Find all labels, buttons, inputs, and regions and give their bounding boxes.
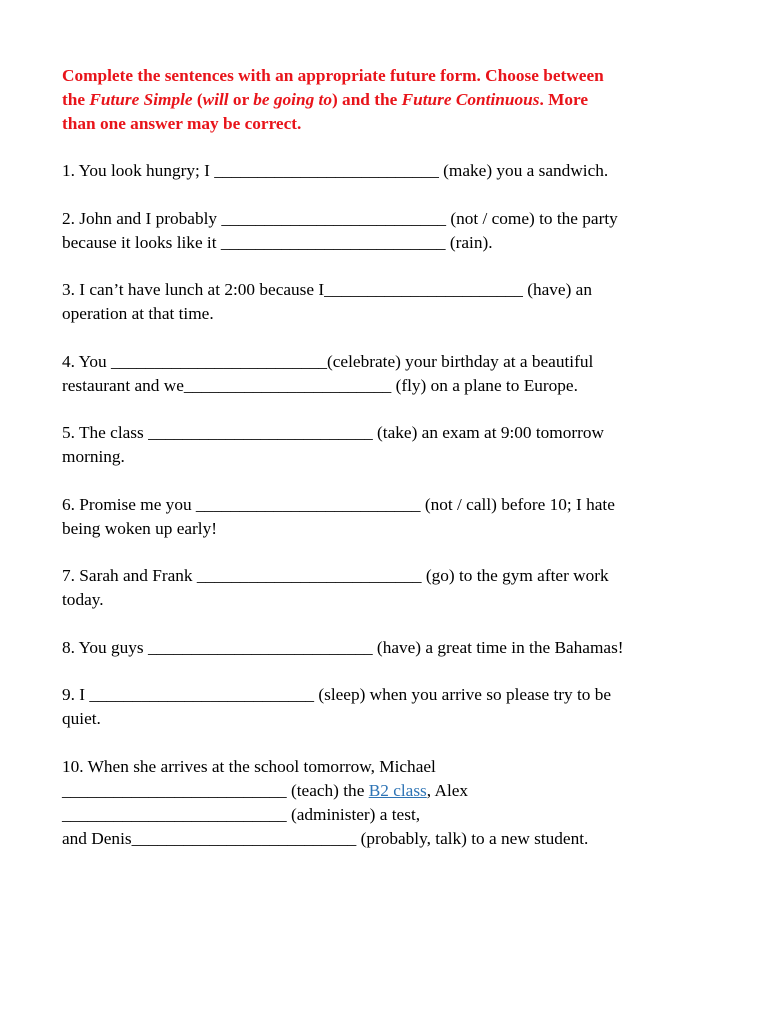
question-4-line-1: 4. You _________________________(celebrate) your birthday at a beautiful [62,351,594,371]
question-7-line-2: today. [62,590,104,609]
question-1-line-1: 1. You look hungry; I __________________________ (make) you a sandwich. [62,161,609,180]
question-5-line-2: morning. [62,447,125,466]
question-2-line-2: because it looks like it __________________________ (rain). [62,232,493,252]
question-3 [62,278,722,326]
instructions-the: the [62,90,90,109]
question-2-line-1: 2. John and I probably __________________________ (not / come) to the party [62,208,618,228]
will-term: will [202,90,229,109]
question-10-line-4: and Denis__________________________ (probably, talk) to a new student. [62,828,589,848]
question-9 [62,683,722,731]
instructions-or: or [228,90,254,109]
question-10-line-2 [62,779,722,803]
question-9-line-1: 9. I __________________________ (sleep) when you arrive so please try to be [62,685,612,704]
question-4 [62,350,722,398]
question-8 [62,636,722,660]
instructions-paren-open: ( [192,90,203,109]
question-5 [62,421,722,469]
instructions-line-1: Complete the sentences with an appropriate future form. Choose between [62,66,604,85]
question-10-line-2-post: , Alex [426,780,469,800]
question-8-line-1: 8. You guys __________________________ (have) a great time in the Bahamas! [62,637,624,657]
question-10 [62,755,722,851]
question-10-line-3: __________________________ (administer) a test, [62,804,421,824]
question-3-line-1: 3. I can’t have lunch at 2:00 because I_______________________ (have) an [62,280,592,299]
b2-class-link[interactable]: B2 class [368,780,427,800]
instructions [62,64,722,136]
question-4-line-2: restaurant and we________________________ (fly) on a plane to Europe. [62,375,578,395]
question-6-line-2: being woken up early! [62,518,217,538]
question-9-line-2: quiet. [62,709,101,728]
question-1 [62,159,722,183]
instructions-line-2 [62,88,722,112]
question-3-line-2: operation at that time. [62,304,214,323]
question-5-line-1: 5. The class __________________________ (take) an exam at 9:00 tomorrow [62,423,605,442]
question-7 [62,564,722,612]
future-continuous-term: Future Continuous [401,90,540,109]
question-10-line-1: 10. When she arrives at the school tomorrow, Michael [62,756,436,776]
be-going-to-term: be going to [253,90,332,109]
instructions-line-3: than one answer may be correct. [62,114,302,133]
future-simple-term: Future Simple [89,90,193,109]
question-6-line-1: 6. Promise me you __________________________ (not / call) before 10; I hate [62,494,615,514]
question-7-line-1: 7. Sarah and Frank __________________________ (go) to the gym after work [62,566,609,585]
worksheet-page [62,64,722,874]
question-6 [62,493,722,541]
instructions-and-the: ) and the [331,90,402,109]
instructions-more: . More [539,90,589,109]
question-2 [62,207,722,255]
question-10-line-2-pre: __________________________ (teach) the [62,780,369,800]
